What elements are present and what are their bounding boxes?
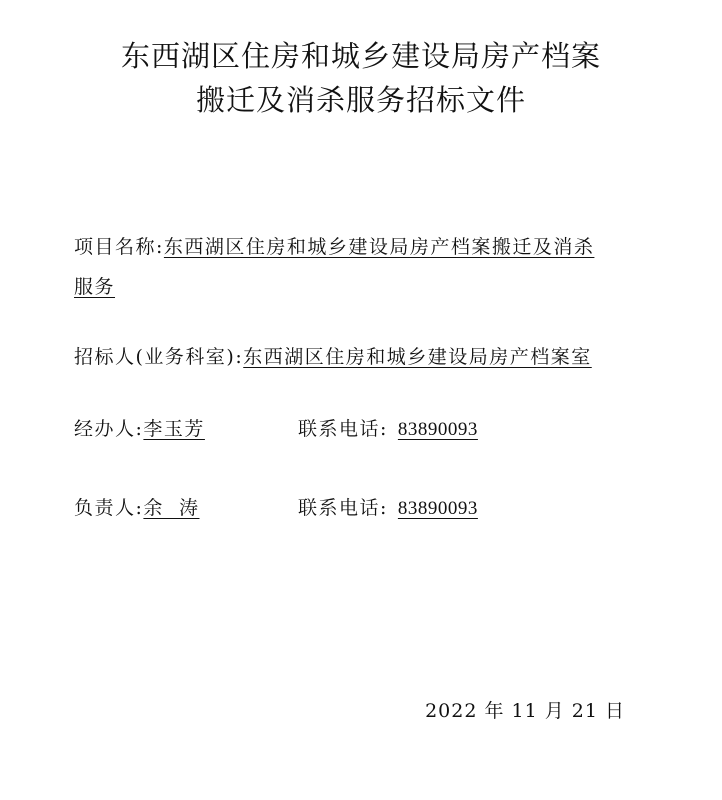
owner-name-underline bbox=[143, 497, 213, 519]
agent-label: 经办人: bbox=[74, 418, 144, 440]
project-name-row bbox=[74, 238, 594, 257]
owner-phone-row bbox=[298, 499, 478, 518]
owner-row bbox=[74, 499, 214, 518]
owner-phone-label: 联系电话: bbox=[298, 497, 388, 519]
agent-phone-value: 83890093 bbox=[397, 419, 478, 440]
agent-phone-label: 联系电话: bbox=[298, 418, 388, 440]
agent-phone-row bbox=[298, 420, 478, 439]
owner-label: 负责人: bbox=[74, 497, 144, 519]
owner-name-value: 余 涛 bbox=[143, 497, 200, 519]
agent-phone-underline bbox=[388, 419, 478, 440]
tenderer-value: 东西湖区住房和城乡建设局房产档案室 bbox=[243, 346, 592, 368]
owner-phone-value: 83890093 bbox=[397, 498, 478, 519]
project-name-value-line-1: 东西湖区住房和城乡建设局房产档案搬迁及消杀 bbox=[163, 236, 595, 258]
tenderer-row bbox=[74, 348, 592, 367]
document-date: 2022 年 11 月 21 日 bbox=[425, 700, 625, 722]
agent-name-underline bbox=[143, 418, 233, 440]
project-name-label: 项目名称: bbox=[74, 236, 164, 258]
agent-name-value: 李玉芳 bbox=[143, 418, 205, 440]
agent-row bbox=[74, 420, 233, 439]
project-name-value-line-2: 服务 bbox=[74, 276, 116, 298]
project-name-row-continued bbox=[74, 278, 115, 297]
tenderer-label: 招标人(业务科室): bbox=[74, 346, 244, 368]
document-title-line-1: 东西湖区住房和城乡建设局房产档案 bbox=[120, 39, 601, 73]
document-title-line-2: 搬迁及消杀服务招标文件 bbox=[195, 83, 526, 117]
owner-phone-underline bbox=[388, 498, 478, 519]
